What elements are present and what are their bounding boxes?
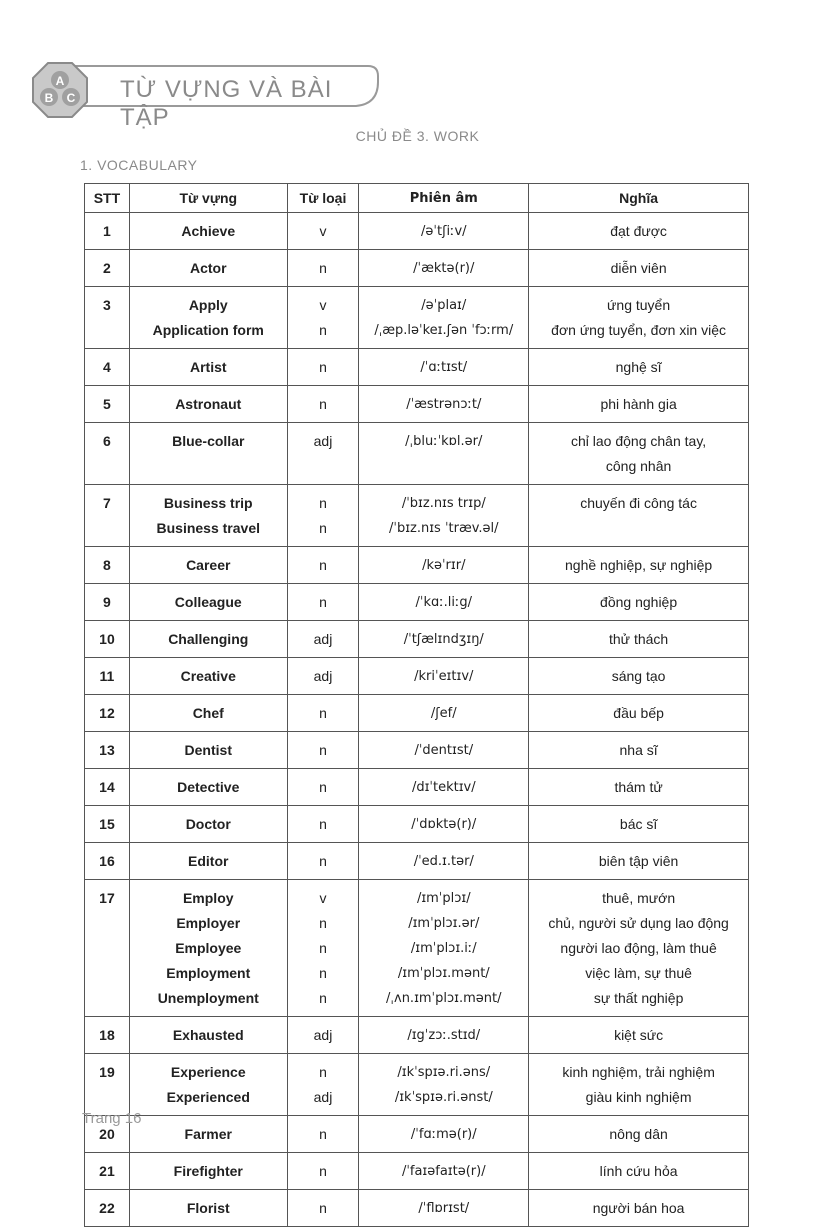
table-row [85, 547, 749, 584]
cell-type [287, 769, 359, 806]
svg-text:A: A [55, 74, 65, 88]
cell-meaning-line: người lao động, làm thuê [560, 940, 717, 956]
cell-ipa [359, 658, 529, 695]
cell-meaning [529, 1116, 749, 1153]
cell-word-line: Business travel [156, 520, 260, 536]
cell-meaning-line: người bán hoa [592, 1200, 685, 1216]
cell-type-line: n [319, 853, 327, 869]
cell-ipa [359, 584, 529, 621]
cell-ipa-line: /ˈfaɪəfaɪtə(r)/ [401, 1164, 486, 1179]
cell-meaning [529, 485, 749, 547]
cell-ipa-line: /ʃef/ [430, 706, 457, 721]
cell-word [129, 658, 287, 695]
cell-type-line: adj [313, 433, 333, 449]
cell-stt [85, 621, 130, 658]
cell-type-line: n [319, 1200, 327, 1216]
cell-stt [85, 584, 130, 621]
cell-type-line: n [319, 322, 327, 338]
cell-type [287, 584, 359, 621]
cell-meaning-line: thám tử [614, 779, 663, 795]
cell-meaning-line: nghệ sĩ [615, 359, 662, 375]
cell-word-line: Detective [177, 779, 240, 795]
cell-word-line: Dentist [184, 742, 232, 758]
cell-meaning [529, 769, 749, 806]
cell-ipa-line: /əˈplaɪ/ [421, 298, 467, 313]
cell-meaning-line: đồng nghiệp [600, 594, 678, 610]
cell-word-line: Colleague [174, 594, 242, 610]
table-row [85, 349, 749, 386]
cell-word-line: Employ [182, 890, 234, 906]
page-number: Trang 16 [82, 1110, 142, 1127]
cell-ipa-line: /ˈbɪz.nɪs ˈtræv.əl/ [388, 521, 499, 536]
cell-ipa [359, 386, 529, 423]
vocabulary-table [84, 183, 749, 1227]
row-number: 19 [99, 1064, 115, 1080]
table-row [85, 843, 749, 880]
row-number: 16 [99, 853, 115, 869]
cell-ipa [359, 806, 529, 843]
cell-ipa-line: /ɪkˈspɪə.ri.əns/ [397, 1065, 491, 1080]
cell-word [129, 287, 287, 349]
cell-type-line: n [319, 1064, 327, 1080]
cell-type-line: n [319, 520, 327, 536]
cell-ipa [359, 287, 529, 349]
cell-stt [85, 423, 130, 485]
cell-meaning [529, 287, 749, 349]
table-row [85, 485, 749, 547]
cell-meaning [529, 1190, 749, 1227]
cell-ipa-line: /ˌæp.ləˈkeɪ.ʃən ˈfɔːrm/ [374, 323, 514, 338]
cell-meaning-line: biên tập viên [598, 853, 679, 869]
cell-word [129, 485, 287, 547]
cell-word [129, 621, 287, 658]
table-row [85, 658, 749, 695]
cell-meaning-line: nông dân [609, 1126, 668, 1142]
cell-type [287, 287, 359, 349]
cell-word [129, 1054, 287, 1116]
cell-ipa-line: /əˈtʃiːv/ [421, 224, 467, 239]
cell-stt [85, 843, 130, 880]
cell-meaning-line: thử thách [609, 631, 669, 647]
cell-meaning [529, 213, 749, 250]
cell-meaning-line: nghề nghiệp, sự nghiệp [565, 557, 713, 573]
cell-type-line: n [319, 965, 327, 981]
cell-ipa-line: /ˈæktə(r)/ [413, 261, 475, 276]
table-row [85, 806, 749, 843]
cell-stt [85, 880, 130, 1017]
cell-type [287, 423, 359, 485]
table-row [85, 423, 749, 485]
cell-ipa-line: /ˈtʃælɪndʒɪŋ/ [403, 632, 484, 647]
cell-ipa [359, 732, 529, 769]
cell-type-line: adj [313, 1027, 333, 1043]
cell-word [129, 584, 287, 621]
cell-word-line: Creative [180, 668, 236, 684]
cell-word [129, 423, 287, 485]
cell-type [287, 349, 359, 386]
cell-ipa [359, 1116, 529, 1153]
cell-type [287, 485, 359, 547]
cell-stt [85, 287, 130, 349]
cell-meaning [529, 547, 749, 584]
cell-type-line: n [319, 1163, 327, 1179]
row-number: 11 [99, 668, 115, 684]
cell-meaning-line: đạt được [610, 223, 667, 239]
header-meaning: Nghĩa [529, 184, 749, 213]
cell-meaning [529, 584, 749, 621]
cell-stt [85, 1054, 130, 1116]
cell-type-line: n [319, 495, 327, 511]
cell-meaning-line: bác sĩ [619, 816, 658, 832]
cell-type-line: n [319, 742, 327, 758]
cell-word-line: Astronaut [175, 396, 242, 412]
cell-ipa [359, 769, 529, 806]
table-row [85, 621, 749, 658]
cell-meaning [529, 843, 749, 880]
cell-meaning [529, 880, 749, 1017]
cell-ipa-line: /ˈed.ɪ.tər/ [413, 854, 474, 869]
cell-word [129, 1116, 287, 1153]
cell-stt [85, 769, 130, 806]
cell-meaning-line: thuê, mướn [602, 890, 676, 906]
cell-ipa-line: /ˈflɒrɪst/ [418, 1201, 470, 1216]
topic-title: CHỦ ĐỀ 3. WORK [355, 128, 480, 144]
cell-word-line: Farmer [184, 1126, 232, 1142]
cell-type-line: n [319, 557, 327, 573]
cell-ipa [359, 485, 529, 547]
cell-meaning [529, 386, 749, 423]
cell-meaning-line: phi hành gia [600, 396, 677, 412]
cell-stt [85, 485, 130, 547]
cell-word-line: Blue-collar [172, 433, 245, 449]
cell-type-line: n [319, 594, 327, 610]
cell-word [129, 213, 287, 250]
table-row [85, 1116, 749, 1153]
cell-type-line: v [319, 890, 327, 906]
cell-stt [85, 658, 130, 695]
cell-word-line: Unemployment [157, 990, 259, 1006]
cell-meaning-line: diễn viên [610, 260, 667, 276]
table-row [85, 584, 749, 621]
cell-meaning [529, 349, 749, 386]
cell-ipa [359, 1153, 529, 1190]
cell-stt [85, 1190, 130, 1227]
cell-stt [85, 1017, 130, 1054]
cell-ipa-line: /ˈfɑːmə(r)/ [410, 1127, 477, 1142]
cell-ipa-line: /ˈkɑː.liːg/ [415, 595, 473, 610]
cell-word [129, 547, 287, 584]
cell-ipa [359, 621, 529, 658]
cell-meaning [529, 1017, 749, 1054]
cell-meaning-line: kiệt sức [614, 1027, 664, 1043]
header-word: Từ vựng [129, 184, 287, 213]
cell-type [287, 386, 359, 423]
cell-meaning [529, 423, 749, 485]
table-row [85, 213, 749, 250]
row-number: 18 [99, 1027, 115, 1043]
cell-word-line: Doctor [185, 816, 231, 832]
cell-word-line: Challenging [168, 631, 249, 647]
cell-ipa-line: /ˈdentɪst/ [414, 743, 474, 758]
table-row [85, 287, 749, 349]
cell-meaning-line: giàu kinh nghiệm [585, 1089, 692, 1105]
cell-ipa-line: /ɪgˈzɔː.stɪd/ [407, 1028, 481, 1043]
cell-type [287, 213, 359, 250]
header-stt: STT [85, 184, 130, 213]
cell-type [287, 695, 359, 732]
cell-ipa [359, 349, 529, 386]
cell-type [287, 621, 359, 658]
row-number: 5 [103, 396, 111, 412]
cell-type [287, 1116, 359, 1153]
cell-ipa [359, 843, 529, 880]
cell-ipa [359, 695, 529, 732]
cell-type-line: n [319, 915, 327, 931]
cell-type-line: v [319, 223, 327, 239]
cell-meaning [529, 250, 749, 287]
cell-meaning [529, 695, 749, 732]
cell-ipa [359, 213, 529, 250]
cell-meaning-line: sự thất nghiệp [593, 990, 684, 1006]
cell-type [287, 1190, 359, 1227]
cell-ipa-line: /ɪkˈspɪə.ri.ənst/ [394, 1090, 493, 1105]
cell-word [129, 806, 287, 843]
cell-word [129, 1190, 287, 1227]
cell-word [129, 386, 287, 423]
cell-stt [85, 806, 130, 843]
cell-word [129, 1153, 287, 1190]
table-header-row [85, 184, 749, 213]
cell-word-line: Florist [186, 1200, 230, 1216]
cell-stt [85, 695, 130, 732]
cell-word-line: Experienced [166, 1089, 250, 1105]
row-number: 1 [103, 223, 111, 239]
cell-meaning-line: nha sĩ [619, 742, 658, 758]
svg-text:B: B [44, 91, 54, 105]
cell-ipa-line: /ˈɑːtɪst/ [420, 360, 468, 375]
table-row [85, 695, 749, 732]
cell-word-line: Exhausted [172, 1027, 244, 1043]
cell-type-line: n [319, 359, 327, 375]
cell-meaning-line: lính cứu hỏa [599, 1163, 678, 1179]
cell-ipa [359, 250, 529, 287]
cell-ipa-line: /ˌʌn.ɪmˈplɔɪ.mənt/ [386, 991, 502, 1006]
cell-meaning-line: công nhân [605, 458, 672, 474]
table-row [85, 1054, 749, 1116]
row-number: 22 [99, 1200, 115, 1216]
cell-ipa [359, 1054, 529, 1116]
table-row [85, 880, 749, 1017]
cell-meaning [529, 1054, 749, 1116]
cell-stt [85, 349, 130, 386]
cell-type [287, 880, 359, 1017]
cell-word-line: Career [186, 557, 231, 573]
cell-ipa-line: /ˌbluːˈkɒl.ər/ [405, 434, 483, 449]
cell-meaning [529, 1153, 749, 1190]
cell-ipa-line: /kəˈrɪr/ [422, 558, 466, 573]
row-number: 4 [103, 359, 111, 375]
cell-type-line: n [319, 1126, 327, 1142]
cell-ipa-line: /ɪmˈplɔɪ/ [416, 891, 471, 906]
cell-meaning [529, 658, 749, 695]
cell-stt [85, 250, 130, 287]
cell-type-line: adj [313, 631, 333, 647]
svg-text:C: C [66, 91, 76, 105]
cell-word-line: Chef [192, 705, 224, 721]
table-row [85, 1017, 749, 1054]
cell-meaning-line: ứng tuyển [607, 297, 671, 313]
cell-word-line: Apply [188, 297, 228, 313]
cell-ipa-line: /ˈbɪz.nɪs trɪp/ [401, 496, 486, 511]
cell-word [129, 769, 287, 806]
row-number: 15 [99, 816, 115, 832]
section-heading: 1. VOCABULARY [80, 157, 198, 173]
cell-type-line: n [319, 260, 327, 276]
cell-type-line: n [319, 779, 327, 795]
header-ipa: Phiên âm [359, 184, 529, 213]
cell-ipa-line: /dɪˈtektɪv/ [411, 780, 476, 795]
cell-word-line: Artist [189, 359, 227, 375]
cell-stt [85, 732, 130, 769]
row-number: 17 [99, 890, 115, 906]
cell-word [129, 349, 287, 386]
cell-stt [85, 386, 130, 423]
cell-type [287, 250, 359, 287]
row-number: 6 [103, 433, 111, 449]
cell-meaning-line: đơn ứng tuyển, đơn xin việc [551, 322, 727, 338]
cell-meaning [529, 806, 749, 843]
cell-word [129, 843, 287, 880]
cell-meaning [529, 732, 749, 769]
cell-ipa [359, 1017, 529, 1054]
cell-word-line: Firefighter [173, 1163, 243, 1179]
cell-type-line: v [319, 297, 327, 313]
row-number: 7 [103, 495, 111, 511]
cell-type-line: adj [313, 1089, 333, 1105]
cell-type [287, 547, 359, 584]
cell-meaning-line: kinh nghiệm, trải nghiệm [562, 1064, 715, 1080]
cell-type-line: adj [313, 668, 333, 684]
cell-meaning-line: đầu bếp [613, 705, 664, 721]
cell-word-line: Achieve [181, 223, 236, 239]
row-number: 14 [99, 779, 115, 795]
cell-stt [85, 1153, 130, 1190]
cell-type [287, 732, 359, 769]
cell-word-line: Employee [175, 940, 242, 956]
cell-word [129, 250, 287, 287]
row-number: 10 [99, 631, 115, 647]
cell-type-line: n [319, 396, 327, 412]
cell-stt [85, 213, 130, 250]
header-type: Từ loại [287, 184, 359, 213]
cell-ipa [359, 547, 529, 584]
cell-meaning-line: chuyến đi công tác [580, 495, 697, 511]
header-banner [30, 60, 380, 131]
cell-word [129, 880, 287, 1017]
cell-type-line: n [319, 705, 327, 721]
abc-logo-icon [30, 60, 90, 120]
cell-word-line: Employer [176, 915, 241, 931]
cell-word-line: Application form [152, 322, 264, 338]
cell-meaning-line: chỉ lao động chân tay, [571, 433, 707, 449]
cell-ipa [359, 1190, 529, 1227]
cell-ipa-line: /kriˈeɪtɪv/ [414, 669, 474, 684]
cell-meaning-line: việc làm, sự thuê [585, 965, 692, 981]
cell-type [287, 1017, 359, 1054]
cell-ipa-line: /ɪmˈplɔɪ.iː/ [410, 941, 477, 956]
cell-type-line: n [319, 940, 327, 956]
table-row [85, 769, 749, 806]
row-number: 12 [99, 705, 115, 721]
cell-stt [85, 547, 130, 584]
cell-ipa-line: /ɪmˈplɔɪ.ər/ [408, 916, 480, 931]
cell-word [129, 1017, 287, 1054]
row-number: 9 [103, 594, 111, 610]
table-row [85, 250, 749, 287]
cell-word-line: Editor [188, 853, 229, 869]
cell-type [287, 843, 359, 880]
cell-meaning-line: sáng tạo [611, 668, 666, 684]
row-number: 13 [99, 742, 115, 758]
cell-type [287, 1153, 359, 1190]
cell-word-line: Experience [170, 1064, 246, 1080]
cell-ipa-line: /ɪmˈplɔɪ.mənt/ [397, 966, 490, 981]
cell-ipa [359, 880, 529, 1017]
row-number: 3 [103, 297, 111, 313]
banner-title: TỪ VỰNG VÀ BÀI TẬP [120, 76, 333, 131]
row-number: 2 [103, 260, 111, 276]
row-number: 20 [99, 1126, 115, 1142]
cell-ipa-line: /ˈdɒktə(r)/ [411, 817, 477, 832]
cell-ipa [359, 423, 529, 485]
cell-word-line: Actor [189, 260, 227, 276]
cell-word-line: Employment [166, 965, 251, 981]
cell-type-line: n [319, 990, 327, 1006]
table-row [85, 732, 749, 769]
cell-type-line: n [319, 816, 327, 832]
cell-word-line: Business trip [163, 495, 253, 511]
cell-meaning [529, 621, 749, 658]
cell-meaning-line: chủ, người sử dụng lao động [548, 915, 729, 931]
cell-type [287, 658, 359, 695]
cell-word [129, 732, 287, 769]
cell-word [129, 695, 287, 732]
table-row [85, 1153, 749, 1190]
row-number: 8 [103, 557, 111, 573]
cell-type [287, 1054, 359, 1116]
cell-type [287, 806, 359, 843]
cell-ipa-line: /ˈæstrənɔːt/ [406, 397, 482, 412]
table-row [85, 386, 749, 423]
table-row [85, 1190, 749, 1227]
row-number: 21 [99, 1163, 115, 1179]
